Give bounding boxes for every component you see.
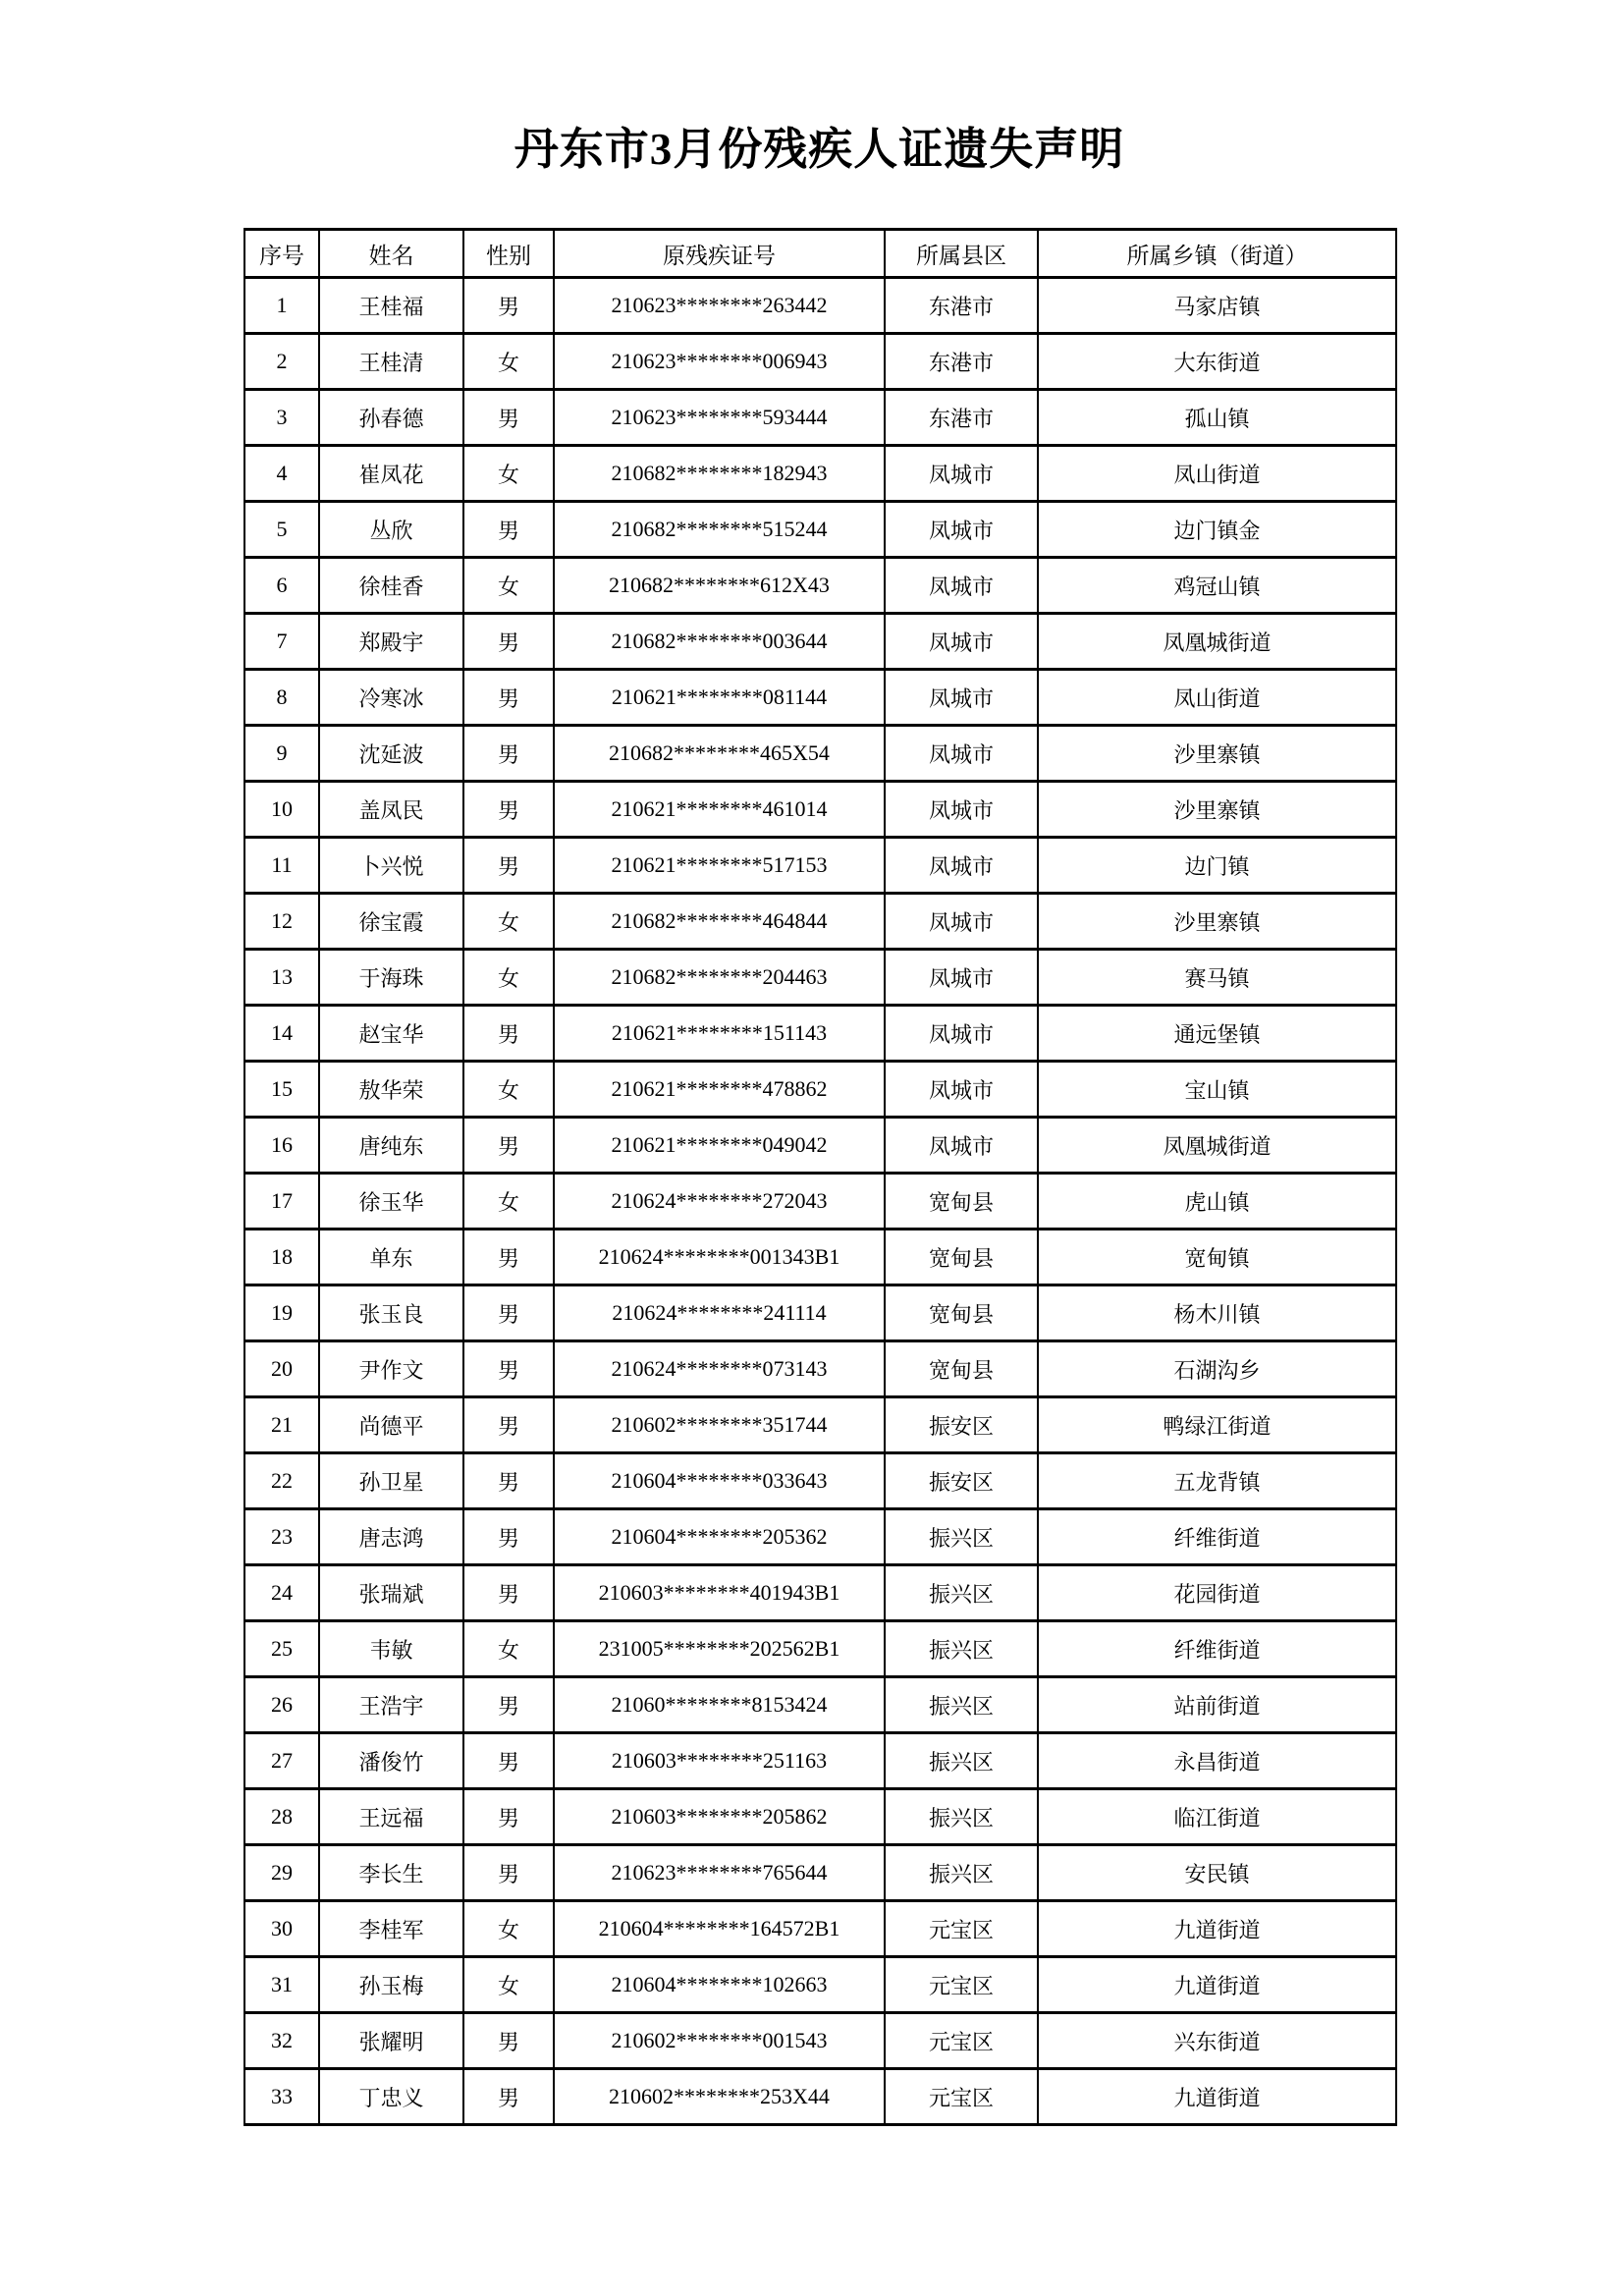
township-cell: 兴东街道 (1038, 2013, 1396, 2069)
county-cell: 凤城市 (885, 670, 1038, 726)
gender-cell: 男 (463, 502, 554, 558)
index-cell: 5 (244, 502, 319, 558)
name-cell: 丁忠义 (319, 2069, 463, 2125)
table-row (244, 1957, 1396, 2013)
gender-cell: 男 (463, 614, 554, 670)
index-cell: 27 (244, 1733, 319, 1789)
gender-cell: 男 (463, 726, 554, 782)
table-row (244, 1509, 1396, 1565)
table-row (244, 1733, 1396, 1789)
township-cell: 安民镇 (1038, 1845, 1396, 1901)
township-cell: 五龙背镇 (1038, 1453, 1396, 1509)
township-cell: 永昌街道 (1038, 1733, 1396, 1789)
cert-no-cell: 210602********001543 (554, 2013, 885, 2069)
table-row (244, 1677, 1396, 1733)
cert-no-cell: 210623********263442 (554, 278, 885, 334)
cert-no-cell: 210602********351744 (554, 1397, 885, 1453)
county-cell: 凤城市 (885, 1006, 1038, 1062)
township-cell: 宽甸镇 (1038, 1230, 1396, 1285)
name-cell: 孙春德 (319, 390, 463, 446)
gender-cell: 女 (463, 1062, 554, 1118)
table-row (244, 1118, 1396, 1174)
cert-no-cell: 210621********461014 (554, 782, 885, 838)
name-cell: 李桂军 (319, 1901, 463, 1957)
township-cell: 沙里寨镇 (1038, 726, 1396, 782)
index-cell: 9 (244, 726, 319, 782)
township-cell: 凤山街道 (1038, 670, 1396, 726)
gender-cell: 男 (463, 1789, 554, 1845)
gender-cell: 女 (463, 334, 554, 390)
cert-no-cell: 210624********001343B1 (554, 1230, 885, 1285)
cert-no-cell: 210621********049042 (554, 1118, 885, 1174)
gender-cell: 男 (463, 1006, 554, 1062)
cert-no-cell: 210603********251163 (554, 1733, 885, 1789)
township-cell: 孤山镇 (1038, 390, 1396, 446)
index-cell: 30 (244, 1901, 319, 1957)
name-cell: 王桂福 (319, 278, 463, 334)
name-cell: 尹作文 (319, 1341, 463, 1397)
index-cell: 8 (244, 670, 319, 726)
index-cell: 13 (244, 950, 319, 1006)
county-cell: 振兴区 (885, 1789, 1038, 1845)
township-cell: 虎山镇 (1038, 1174, 1396, 1230)
index-cell: 12 (244, 894, 319, 950)
cert-no-cell: 210624********241114 (554, 1285, 885, 1341)
table-row (244, 502, 1396, 558)
cert-no-cell: 210682********464844 (554, 894, 885, 950)
cert-no-cell: 210603********205862 (554, 1789, 885, 1845)
table-row (244, 838, 1396, 894)
gender-cell: 男 (463, 1845, 554, 1901)
table-row (244, 1453, 1396, 1509)
township-cell: 边门镇金 (1038, 502, 1396, 558)
township-cell: 沙里寨镇 (1038, 894, 1396, 950)
header-township: 所属乡镇（街道） (1038, 230, 1396, 278)
index-cell: 4 (244, 446, 319, 502)
cert-no-cell: 210623********765644 (554, 1845, 885, 1901)
header-name: 姓名 (319, 230, 463, 278)
county-cell: 凤城市 (885, 726, 1038, 782)
cert-no-cell: 231005********202562B1 (554, 1621, 885, 1677)
gender-cell: 男 (463, 278, 554, 334)
index-cell: 16 (244, 1118, 319, 1174)
index-cell: 26 (244, 1677, 319, 1733)
county-cell: 元宝区 (885, 1901, 1038, 1957)
index-cell: 28 (244, 1789, 319, 1845)
township-cell: 凤凰城街道 (1038, 614, 1396, 670)
index-cell: 14 (244, 1006, 319, 1062)
name-cell: 张玉良 (319, 1285, 463, 1341)
gender-cell: 女 (463, 1174, 554, 1230)
township-cell: 赛马镇 (1038, 950, 1396, 1006)
index-cell: 10 (244, 782, 319, 838)
township-cell: 纤维街道 (1038, 1621, 1396, 1677)
name-cell: 孙卫星 (319, 1453, 463, 1509)
name-cell: 卜兴悦 (319, 838, 463, 894)
county-cell: 振兴区 (885, 1733, 1038, 1789)
cert-no-cell: 210682********204463 (554, 950, 885, 1006)
township-cell: 通远堡镇 (1038, 1006, 1396, 1062)
gender-cell: 女 (463, 1621, 554, 1677)
county-cell: 凤城市 (885, 950, 1038, 1006)
township-cell: 鸡冠山镇 (1038, 558, 1396, 614)
county-cell: 宽甸县 (885, 1285, 1038, 1341)
name-cell: 徐宝霞 (319, 894, 463, 950)
name-cell: 沈延波 (319, 726, 463, 782)
county-cell: 凤城市 (885, 1062, 1038, 1118)
county-cell: 振安区 (885, 1453, 1038, 1509)
township-cell: 九道街道 (1038, 1901, 1396, 1957)
county-cell: 凤城市 (885, 446, 1038, 502)
index-cell: 25 (244, 1621, 319, 1677)
table-row (244, 1062, 1396, 1118)
name-cell: 盖凤民 (319, 782, 463, 838)
page-title: 丹东市3月份残疾人证遗失声明 (514, 125, 1125, 174)
index-cell: 19 (244, 1285, 319, 1341)
gender-cell: 男 (463, 1733, 554, 1789)
loss-statement-table (244, 228, 1397, 2126)
gender-cell: 男 (463, 1397, 554, 1453)
gender-cell: 男 (463, 670, 554, 726)
township-cell: 站前街道 (1038, 1677, 1396, 1733)
index-cell: 33 (244, 2069, 319, 2125)
name-cell: 李长生 (319, 1845, 463, 1901)
gender-cell: 女 (463, 1957, 554, 2013)
cert-no-cell: 210624********272043 (554, 1174, 885, 1230)
gender-cell: 男 (463, 1118, 554, 1174)
cert-no-cell: 210682********182943 (554, 446, 885, 502)
cert-no-cell: 210604********102663 (554, 1957, 885, 2013)
name-cell: 王浩宇 (319, 1677, 463, 1733)
county-cell: 东港市 (885, 278, 1038, 334)
table-row (244, 1789, 1396, 1845)
header-index: 序号 (244, 230, 319, 278)
cert-no-cell: 210623********593444 (554, 390, 885, 446)
gender-cell: 男 (463, 2013, 554, 2069)
name-cell: 于海珠 (319, 950, 463, 1006)
index-cell: 15 (244, 1062, 319, 1118)
gender-cell: 男 (463, 1230, 554, 1285)
township-cell: 宝山镇 (1038, 1062, 1396, 1118)
index-cell: 11 (244, 838, 319, 894)
cert-no-cell: 210682********465X54 (554, 726, 885, 782)
header-cert-no: 原残疾证号 (554, 230, 885, 278)
gender-cell: 男 (463, 390, 554, 446)
gender-cell: 男 (463, 2069, 554, 2125)
county-cell: 振兴区 (885, 1845, 1038, 1901)
index-cell: 18 (244, 1230, 319, 1285)
cert-no-cell: 210604********033643 (554, 1453, 885, 1509)
table-row (244, 614, 1396, 670)
name-cell: 韦敏 (319, 1621, 463, 1677)
index-cell: 22 (244, 1453, 319, 1509)
county-cell: 宽甸县 (885, 1341, 1038, 1397)
cert-no-cell: 210621********081144 (554, 670, 885, 726)
name-cell: 敖华荣 (319, 1062, 463, 1118)
table-row (244, 1845, 1396, 1901)
index-cell: 3 (244, 390, 319, 446)
county-cell: 凤城市 (885, 614, 1038, 670)
table-row (244, 558, 1396, 614)
cert-no-cell: 210682********612X43 (554, 558, 885, 614)
table-row (244, 1621, 1396, 1677)
name-cell: 尚德平 (319, 1397, 463, 1453)
township-cell: 杨木川镇 (1038, 1285, 1396, 1341)
county-cell: 元宝区 (885, 1957, 1038, 2013)
county-cell: 东港市 (885, 334, 1038, 390)
table-row (244, 894, 1396, 950)
table-row (244, 278, 1396, 334)
name-cell: 徐玉华 (319, 1174, 463, 1230)
gender-cell: 女 (463, 894, 554, 950)
county-cell: 元宝区 (885, 2013, 1038, 2069)
county-cell: 东港市 (885, 390, 1038, 446)
header-gender: 性别 (463, 230, 554, 278)
index-cell: 6 (244, 558, 319, 614)
table-row (244, 1565, 1396, 1621)
county-cell: 宽甸县 (885, 1230, 1038, 1285)
table-row (244, 1006, 1396, 1062)
table-row (244, 334, 1396, 390)
name-cell: 孙玉梅 (319, 1957, 463, 2013)
table-row (244, 782, 1396, 838)
gender-cell: 女 (463, 1901, 554, 1957)
township-cell: 纤维街道 (1038, 1509, 1396, 1565)
table-row (244, 1230, 1396, 1285)
name-cell: 徐桂香 (319, 558, 463, 614)
cert-no-cell: 210621********517153 (554, 838, 885, 894)
county-cell: 振兴区 (885, 1509, 1038, 1565)
gender-cell: 女 (463, 950, 554, 1006)
township-cell: 沙里寨镇 (1038, 782, 1396, 838)
table-row (244, 1901, 1396, 1957)
cert-no-cell: 210624********073143 (554, 1341, 885, 1397)
county-cell: 元宝区 (885, 2069, 1038, 2125)
cert-no-cell: 210623********006943 (554, 334, 885, 390)
name-cell: 郑殿宇 (319, 614, 463, 670)
table-row (244, 1341, 1396, 1397)
cert-no-cell: 210621********478862 (554, 1062, 885, 1118)
name-cell: 王远福 (319, 1789, 463, 1845)
name-cell: 丛欣 (319, 502, 463, 558)
index-cell: 7 (244, 614, 319, 670)
county-cell: 凤城市 (885, 502, 1038, 558)
table-row (244, 1174, 1396, 1230)
cert-no-cell: 210621********151143 (554, 1006, 885, 1062)
township-cell: 边门镇 (1038, 838, 1396, 894)
county-cell: 凤城市 (885, 1118, 1038, 1174)
cert-no-cell: 210682********515244 (554, 502, 885, 558)
cert-no-cell: 210604********205362 (554, 1509, 885, 1565)
county-cell: 凤城市 (885, 782, 1038, 838)
name-cell: 潘俊竹 (319, 1733, 463, 1789)
township-cell: 大东街道 (1038, 334, 1396, 390)
township-cell: 凤山街道 (1038, 446, 1396, 502)
township-cell: 九道街道 (1038, 1957, 1396, 2013)
index-cell: 32 (244, 2013, 319, 2069)
table-row (244, 2013, 1396, 2069)
index-cell: 29 (244, 1845, 319, 1901)
index-cell: 24 (244, 1565, 319, 1621)
table-row (244, 2069, 1396, 2125)
gender-cell: 女 (463, 558, 554, 614)
table-row (244, 1285, 1396, 1341)
gender-cell: 男 (463, 1677, 554, 1733)
township-cell: 花园街道 (1038, 1565, 1396, 1621)
gender-cell: 男 (463, 1453, 554, 1509)
name-cell: 张瑞斌 (319, 1565, 463, 1621)
header-county: 所属县区 (885, 230, 1038, 278)
name-cell: 唐纯东 (319, 1118, 463, 1174)
index-cell: 31 (244, 1957, 319, 2013)
table-row (244, 950, 1396, 1006)
cert-no-cell: 21060********8153424 (554, 1677, 885, 1733)
county-cell: 凤城市 (885, 838, 1038, 894)
name-cell: 崔凤花 (319, 446, 463, 502)
cert-no-cell: 210682********003644 (554, 614, 885, 670)
index-cell: 20 (244, 1341, 319, 1397)
gender-cell: 男 (463, 1341, 554, 1397)
county-cell: 凤城市 (885, 558, 1038, 614)
gender-cell: 男 (463, 1285, 554, 1341)
township-cell: 凤凰城街道 (1038, 1118, 1396, 1174)
township-cell: 鸭绿江街道 (1038, 1397, 1396, 1453)
county-cell: 振兴区 (885, 1565, 1038, 1621)
table-row (244, 726, 1396, 782)
gender-cell: 男 (463, 782, 554, 838)
table-body (244, 278, 1396, 2125)
name-cell: 张耀明 (319, 2013, 463, 2069)
table-row (244, 670, 1396, 726)
name-cell: 唐志鸿 (319, 1509, 463, 1565)
name-cell: 王桂清 (319, 334, 463, 390)
table-row (244, 390, 1396, 446)
cert-no-cell: 210604********164572B1 (554, 1901, 885, 1957)
township-cell: 九道街道 (1038, 2069, 1396, 2125)
county-cell: 振兴区 (885, 1677, 1038, 1733)
name-cell: 冷寒冰 (319, 670, 463, 726)
county-cell: 宽甸县 (885, 1174, 1038, 1230)
cert-no-cell: 210602********253X44 (554, 2069, 885, 2125)
name-cell: 赵宝华 (319, 1006, 463, 1062)
gender-cell: 男 (463, 1509, 554, 1565)
index-cell: 17 (244, 1174, 319, 1230)
index-cell: 1 (244, 278, 319, 334)
table-row (244, 446, 1396, 502)
gender-cell: 男 (463, 1565, 554, 1621)
index-cell: 2 (244, 334, 319, 390)
index-cell: 23 (244, 1509, 319, 1565)
county-cell: 振兴区 (885, 1621, 1038, 1677)
gender-cell: 男 (463, 838, 554, 894)
name-cell: 单东 (319, 1230, 463, 1285)
index-cell: 21 (244, 1397, 319, 1453)
gender-cell: 女 (463, 446, 554, 502)
county-cell: 振安区 (885, 1397, 1038, 1453)
township-cell: 马家店镇 (1038, 278, 1396, 334)
township-cell: 临江街道 (1038, 1789, 1396, 1845)
table-row (244, 1397, 1396, 1453)
county-cell: 凤城市 (885, 894, 1038, 950)
cert-no-cell: 210603********401943B1 (554, 1565, 885, 1621)
township-cell: 石湖沟乡 (1038, 1341, 1396, 1397)
table-header-row (244, 230, 1396, 278)
